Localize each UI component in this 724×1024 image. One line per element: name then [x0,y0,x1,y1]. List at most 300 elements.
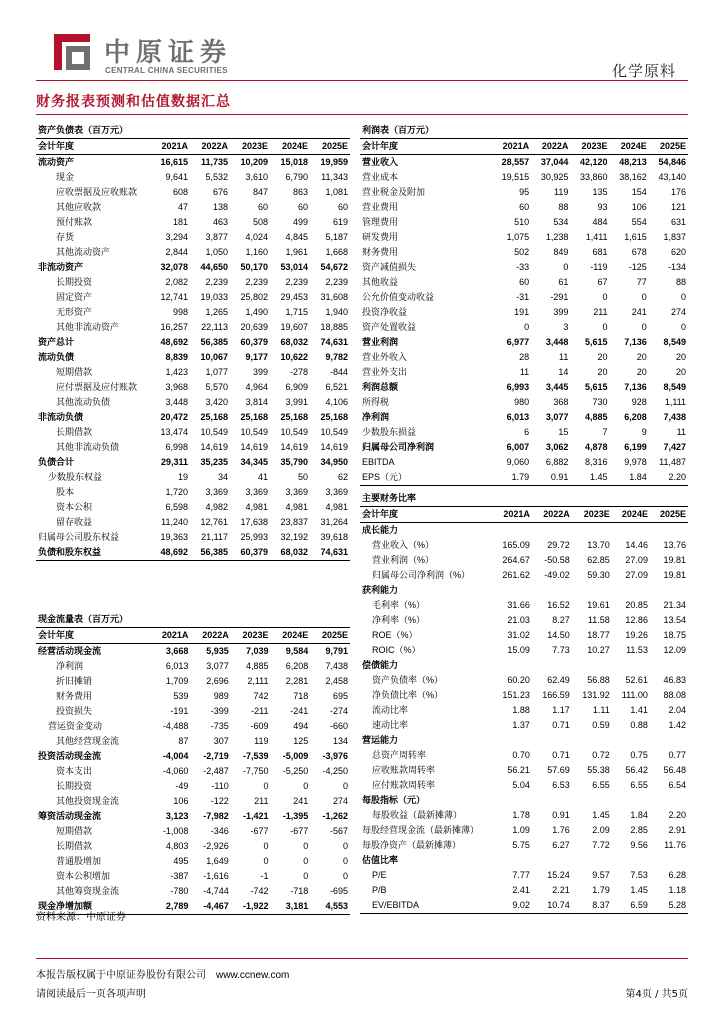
row-value: 0.59 [592,720,610,730]
row-value: 3,369 [285,487,308,497]
row-value: 74,631 [320,337,348,347]
row-value: 25,168 [200,412,228,422]
row-value: 10,622 [280,352,308,362]
table-row [36,764,350,779]
row-value: 368 [553,397,569,407]
row-value: 6,013 [506,412,530,422]
table-row [360,245,688,260]
row-value: 2.20 [668,810,686,820]
row-value: 1,050 [205,247,228,257]
row-value: 0 [303,871,309,881]
row-label: 其他流动资产 [56,247,111,257]
row-value: 50,170 [240,262,268,272]
row-value: 27.09 [625,555,648,565]
row-value: 9.56 [630,840,648,850]
row-value: 7 [602,427,608,437]
row-value: 62.85 [587,555,610,565]
row-value: 1,709 [165,676,189,686]
table-row [360,673,688,688]
row-value: 6,993 [506,382,530,392]
row-value: 44,650 [200,262,228,272]
row-value: 9,584 [285,646,309,656]
row-label: 每股经营现金流（最新摊薄） [362,825,480,835]
row-value [532,733,572,748]
row-label: 股本 [56,487,75,497]
row-value: 11.76 [664,840,686,850]
row-value: 11 [559,352,569,362]
row-value: -399 [210,706,229,716]
row-label: 负债合计 [38,457,75,467]
row-value: -4,060 [162,766,189,776]
row-value: 46.83 [663,675,686,685]
header-label: 会计年度 [36,139,150,155]
table-row [36,185,350,200]
logo-chinese-name: 中原证券 [104,38,233,68]
row-value: 539 [173,691,189,701]
table-row [360,823,688,838]
row-value: 19.81 [663,570,686,580]
data-source-note: 资料来源：中原证券 [36,912,126,923]
row-value: 19,033 [200,292,228,302]
row-label: P/B [372,885,387,895]
row-value: 33,860 [580,172,608,182]
row-label: 应付账款周转率 [372,780,436,790]
row-value: -3,976 [322,751,348,761]
table-row [360,598,688,613]
row-value: 1,265 [205,307,228,317]
table-row [36,200,350,215]
row-label: 利润总额 [362,382,399,392]
row-value: 7,427 [663,442,686,452]
row-value [650,853,688,868]
row-value: 681 [592,247,608,257]
row-label: 资产处置收益 [362,322,417,332]
row-value: 502 [514,247,530,257]
row-value: 19.26 [625,630,648,640]
row-value [612,658,650,673]
row-value: 10,549 [280,427,308,437]
row-value: 54,846 [658,157,686,167]
row-value: 510 [514,217,530,227]
row-value [572,523,612,539]
row-value: 6.55 [592,780,610,790]
row-value: -742 [250,886,269,896]
row-value: 2.04 [668,705,686,715]
row-value: 31.66 [507,600,530,610]
row-value: 13.76 [663,540,686,550]
row-value: 1,081 [325,187,348,197]
row-value: 9,791 [325,646,348,656]
row-value: 14.46 [625,540,648,550]
row-value: 0 [263,856,269,866]
row-value: 13,474 [160,427,188,437]
year-header: 2021A [492,139,531,155]
year-header: 2025E [310,628,350,644]
row-value: 534 [553,217,569,227]
row-value: 0 [303,841,309,851]
row-value: 7,136 [624,382,647,392]
row-label: 资本公积增加 [56,871,111,881]
row-value: -346 [210,826,229,836]
table-header-row [36,628,350,644]
row-label: 总资产周转率 [372,750,427,760]
row-value: 6,882 [545,457,569,467]
row-label: 流动资产 [38,157,75,167]
row-value: 15,018 [280,157,308,167]
row-value: 56.21 [507,765,530,775]
row-value: -241 [290,706,309,716]
row-label: 资产总计 [38,337,75,347]
row-value: 21,117 [201,532,228,542]
row-value: 60 [257,202,268,212]
row-value: 6,208 [285,661,309,671]
row-value: 88 [558,202,569,212]
row-value [492,523,532,539]
row-label: 研发费用 [362,232,399,242]
table-row [36,704,350,719]
row-value: 7,438 [325,661,348,671]
row-value: 95 [519,187,530,197]
row-value: 151.23 [502,690,530,700]
sector-label: 化学原料 [611,62,676,80]
year-header: 2022A [531,139,570,155]
row-value: 1.42 [668,720,686,730]
row-value: 9.02 [492,898,532,914]
row-value: 6,909 [285,382,308,392]
row-label: 公允价值变动收益 [362,292,435,302]
row-label: 经营活动现金流 [38,646,102,656]
header-label: 会计年度 [360,507,492,523]
table-row [36,275,350,290]
row-value [650,793,688,808]
table-row [360,260,688,275]
row-value: 32,078 [160,262,188,272]
row-value: 8.27 [552,615,570,625]
row-value: 1,077 [205,367,228,377]
row-value: -695 [329,886,348,896]
table-row [360,568,688,583]
row-value: 5,615 [585,337,608,347]
row-value: 0 [342,856,348,866]
table-row [36,260,350,275]
row-value: 6.54 [668,780,686,790]
row-value: 2,239 [245,277,268,287]
table-row [36,410,350,425]
row-value: -1,008 [162,826,189,836]
table-row [360,703,688,718]
table-caption: 主要财务比率 [360,491,688,507]
row-value: 134 [332,736,348,746]
row-value: 15.24 [547,870,570,880]
table-row [36,155,350,171]
row-label: 营运能力 [362,735,399,745]
row-value: 1.37 [512,720,530,730]
row-value: 14,619 [320,442,348,452]
row-value: 53,014 [280,262,308,272]
row-value: 5,532 [205,172,228,182]
row-label: 应付票据及应付账款 [56,382,138,392]
row-value: 695 [332,691,348,701]
row-value: 56,385 [190,545,230,561]
row-value: 19,515 [501,172,530,182]
row-value: 3,077 [206,661,229,671]
row-value: 41 [257,472,268,482]
row-value: 0 [263,841,269,851]
row-value: 5.28 [650,898,688,914]
row-value: 9,978 [624,457,647,467]
row-value: -274 [329,706,348,716]
table-row [36,245,350,260]
row-value: 1.88 [512,705,530,715]
row-value: 678 [631,247,647,257]
row-label: 流动负债 [38,352,75,362]
row-value: 3,968 [165,382,188,392]
row-value: 849 [553,247,569,257]
table-row [36,500,350,515]
row-label: 净利润 [56,661,84,671]
row-label: 资本公积 [56,502,93,512]
row-value: 131.92 [582,690,610,700]
row-value: 730 [592,397,608,407]
row-value [612,583,650,598]
table-row [360,410,688,425]
row-value: 718 [293,691,309,701]
row-value: 62.49 [547,675,570,685]
row-value: 27.09 [625,570,648,580]
row-label: 长期投资 [56,277,93,287]
row-value: 8.37 [572,898,612,914]
row-value: 1.18 [668,885,686,895]
table-row [36,350,350,365]
row-value: -4,744 [203,886,229,896]
table-row [36,440,350,455]
row-label: 应收账款周转率 [372,765,436,775]
row-value [572,733,612,748]
row-label: 营运资金变动 [48,721,103,731]
table-row [36,809,350,824]
table-row [36,425,350,440]
row-value: 4,878 [585,442,608,452]
row-value: 1,075 [506,232,530,242]
row-value: 2,458 [325,676,348,686]
row-value [612,523,650,539]
row-value [492,793,532,808]
row-label: 归属母公司净利润 [362,442,435,452]
row-value: 7,039 [245,646,269,656]
row-value: 54,672 [320,262,348,272]
year-header: 2025E [310,139,350,155]
row-value: 620 [670,247,686,257]
row-value: 181 [172,217,188,227]
row-value: 30,925 [540,172,569,182]
page-header [36,30,688,80]
table-row [360,523,688,539]
row-value: 59.30 [587,570,610,580]
table-row [360,763,688,778]
row-value: 9.57 [592,870,610,880]
table-row [36,824,350,839]
row-value: 31.02 [507,630,530,640]
row-label: 投资活动现金流 [38,751,102,761]
row-value: 1,940 [325,307,348,317]
row-value: 61 [558,277,569,287]
table-row [360,215,688,230]
row-label: 资本支出 [56,766,93,776]
table-row [360,538,688,553]
row-value: 18.77 [587,630,610,640]
row-value: 3,181 [271,899,311,915]
table-row [360,628,688,643]
row-value: 2,239 [205,277,228,287]
table-row [36,689,350,704]
row-value: 2,082 [165,277,188,287]
row-value: 10.27 [587,645,610,655]
table-row [36,170,350,185]
row-value: 25,168 [240,412,268,422]
row-value: -844 [329,367,348,377]
table-caption: 资产负债表（百万元） [36,123,350,139]
row-label: 短期借款 [56,367,93,377]
table-row [360,778,688,793]
table-row [360,290,688,305]
row-value: 121 [670,202,686,212]
row-value: 57.69 [547,765,570,775]
row-value: -49 [175,781,189,791]
row-value: 4,553 [310,899,350,915]
row-value [532,793,572,808]
row-value: 0 [641,322,647,332]
table-row [36,644,350,660]
row-value: 2,281 [285,676,309,686]
row-value: 4,803 [165,841,189,851]
table-row [36,365,350,380]
row-value: 14,619 [200,442,228,452]
row-value: 25,993 [240,532,268,542]
row-value: 48,692 [160,337,188,347]
row-label: 预付账款 [56,217,93,227]
row-value: 0.71 [552,720,570,730]
footer-disclaimer: 请阅读最后一页各项声明 [36,989,146,1000]
row-label: 估值比率 [362,855,399,865]
table-row [360,688,688,703]
page-title: 财务报表预测和估值数据汇总 [36,94,231,110]
row-value: 16,615 [160,157,188,167]
row-value: 7.77 [512,870,530,880]
row-value: 25,168 [320,412,348,422]
row-value: 14.50 [547,630,570,640]
table-row [36,335,350,350]
row-value: -191 [170,706,189,716]
row-label: 每股收益（最新摊薄） [372,810,463,820]
row-value: 10,549 [200,427,228,437]
row-value: 20 [675,367,686,377]
row-value: 1.84 [610,470,649,486]
row-value: 5,570 [205,382,228,392]
row-value: 19,607 [280,322,308,332]
row-value: 1.09 [512,825,530,835]
table-row [360,553,688,568]
year-header: 2024E [610,139,649,155]
row-value: 4,981 [245,502,268,512]
row-value: 0 [602,322,608,332]
row-value: 29.72 [547,540,570,550]
row-label: 其他应收款 [56,202,102,212]
row-value: 88.08 [663,690,686,700]
row-value: -677 [290,826,309,836]
row-value: 1,111 [664,397,686,407]
table-row [36,659,350,674]
year-header: 2023E [572,507,612,523]
row-value [492,658,532,673]
row-value: 56.48 [663,765,686,775]
table-row [360,883,688,898]
row-value: 25,802 [240,292,268,302]
row-value [492,733,532,748]
row-value [650,583,688,598]
table-row [36,530,350,545]
row-value: 0 [342,781,348,791]
row-value: 39,618 [320,532,348,542]
row-value: 55.38 [587,765,610,775]
row-value: 34,345 [240,457,268,467]
row-value: 0 [602,292,608,302]
row-label: 长期投资 [56,781,93,791]
table-row [360,583,688,598]
row-value: 0 [342,871,348,881]
row-value: 106 [173,796,189,806]
row-value: 0.88 [630,720,648,730]
row-value: 14 [558,367,569,377]
row-label: 净利率（%） [372,615,426,625]
row-value: -122 [210,796,229,806]
row-value: -387 [170,871,189,881]
row-value: 11,240 [161,517,188,527]
row-value: 4,964 [245,382,268,392]
row-value: 1.45 [630,885,648,895]
row-label: 普通股增加 [56,856,102,866]
row-value: 676 [212,187,228,197]
row-value: -1,616 [203,871,229,881]
table-row [360,200,688,215]
row-value: 3,668 [165,646,189,656]
row-label: 财务费用 [362,247,399,257]
website-link[interactable]: www.ccnew.com [216,970,290,981]
table-row [36,779,350,794]
row-value: 31,608 [320,292,348,302]
row-label: 现金 [56,172,75,182]
row-value: 18.75 [663,630,686,640]
row-label: 获利能力 [362,585,399,595]
row-value: 6.55 [630,780,648,790]
row-value: 9 [641,427,647,437]
row-value: 60 [519,277,530,287]
row-value: 6,598 [165,502,188,512]
row-value: 631 [670,217,686,227]
table-header-row [360,507,688,523]
row-value: 2,111 [247,676,269,686]
footer-copyright [36,966,289,981]
row-value: 0.91 [531,470,570,486]
row-value: 6,013 [165,661,189,671]
row-value: 3,369 [205,487,228,497]
table-row [360,455,688,470]
row-value: 6.53 [552,780,570,790]
row-value: 5,187 [325,232,348,242]
row-value: 166.59 [542,690,570,700]
row-value: 2.91 [668,825,686,835]
row-label: 归属母公司股东权益 [38,532,120,542]
row-value: -291 [550,292,569,302]
